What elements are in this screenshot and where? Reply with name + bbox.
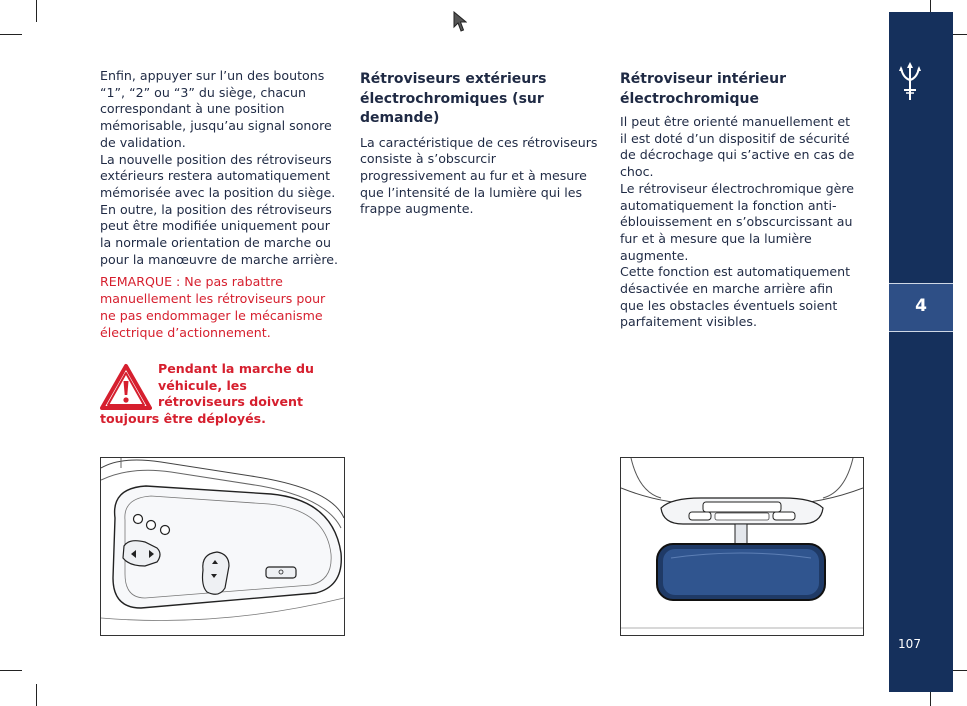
- door-panel-drawing: [101, 458, 344, 635]
- door-controls-illustration: [100, 457, 345, 636]
- rear-mirror-drawing: [621, 458, 863, 635]
- chapter-number: 4: [915, 296, 927, 316]
- middle-heading: Rétroviseurs extérieurs électrochromiques (sur demande): [360, 71, 547, 126]
- right-paragraph-2: Le rétroviseur électrochromique gère automatiquement la fonction anti-éblouissement en s’obscurcissant au fur et à mesure que la lumière augmente.: [620, 180, 855, 263]
- crop-mark: [0, 34, 22, 35]
- warning-text: Pendant la marche du véhicule, les rétroviseurs doivent toujours être déployés.: [100, 361, 314, 427]
- middle-column: [360, 68, 605, 218]
- remark-note: REMARQUE : Ne pas rabattre manuellement les rétroviseurs pour ne pas endommager le mécanisme électrique d’actionnement.: [100, 274, 326, 340]
- right-paragraph-3: Cette fonction est automatiquement désactivée en marche arrière afin que les obstacles éventuels soient parfaitement visibles.: [620, 264, 851, 330]
- warning-box: [100, 361, 330, 428]
- warning-triangle-icon: [100, 363, 152, 411]
- trident-logo: [895, 60, 925, 102]
- crop-mark: [0, 670, 22, 671]
- mouse-cursor-icon: [453, 11, 467, 33]
- crop-mark: [36, 684, 37, 706]
- left-column: [100, 68, 342, 341]
- middle-paragraph-1: La caractéristique de ces rétroviseurs consiste à s’obscurcir progressivement au fur et à mesure que l’intensité de la lumière qui les frappe augmente.: [360, 134, 598, 217]
- chapter-sidebar: [889, 12, 953, 692]
- page-number: 107: [898, 637, 921, 651]
- right-paragraph-1: Il peut être orienté manuellement et il est doté d’un dispositif de sécurité de décrochage qui s’active en cas de choc.: [620, 114, 855, 180]
- left-paragraph-1: Enfin, appuyer sur l’un des boutons “1”, “2” ou “3” du siège, chacun correspondant à une position mémorisable, jusqu’au signal sonore de validation.: [100, 68, 332, 150]
- crop-mark: [36, 0, 37, 22]
- right-heading: Rétroviseur intérieur électrochromique: [620, 71, 787, 107]
- chapter-tab[interactable]: [889, 283, 953, 332]
- interior-mirror-illustration: [620, 457, 864, 636]
- left-paragraph-2: La nouvelle position des rétroviseurs extérieurs restera automatiquement mémorisée avec la position du siège.: [100, 151, 336, 200]
- left-paragraph-3: En outre, la position des rétroviseurs peut être modifiée uniquement pour la normale orientation de marche ou pour la manœuvre de marche arrière.: [100, 201, 339, 267]
- right-column: [620, 68, 860, 331]
